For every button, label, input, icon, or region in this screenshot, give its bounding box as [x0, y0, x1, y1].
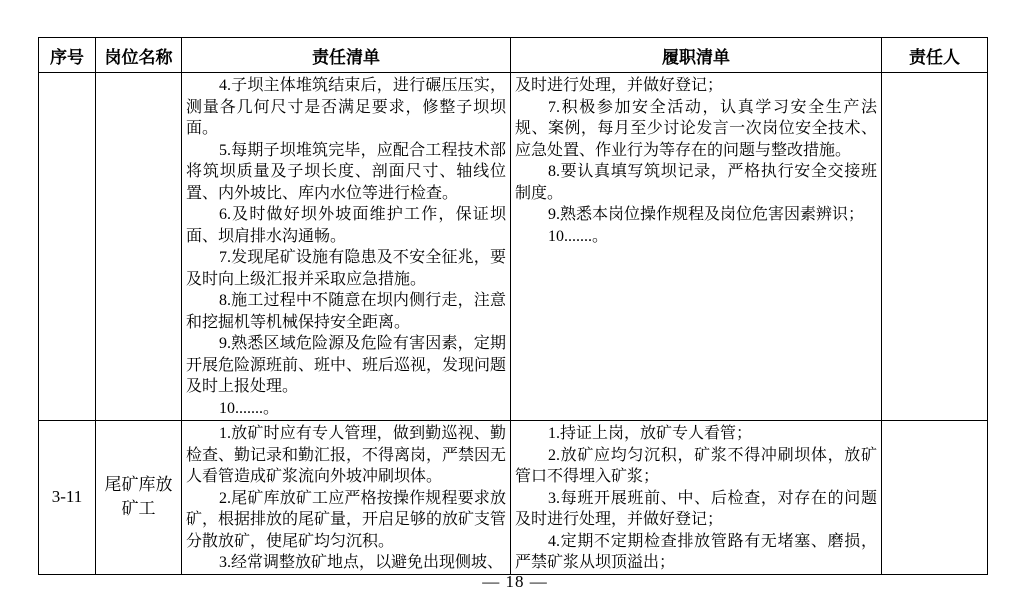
paragraph: 9.熟悉区域危险源及危险有害因素，定期开展危险源班前、班中、班后巡视，发现问题及时上报处理。 [186, 335, 507, 395]
header-person: 责任人 [882, 38, 988, 73]
responsibility-cell [182, 421, 511, 575]
responsibility-table [38, 37, 988, 575]
person-cell [882, 73, 988, 421]
header-position: 岗位名称 [96, 38, 182, 73]
header-responsibility-list: 责任清单 [182, 38, 511, 73]
paragraph: 2.放矿应均匀沉积，矿浆不得冲刷坝体，放矿管口不得埋入矿浆； [515, 446, 877, 485]
table-body [39, 73, 988, 575]
position-cell [96, 73, 182, 421]
seq-cell: 3-11 [39, 421, 96, 575]
paragraph: 7.积极参加安全活动，认真学习安全生产法规、案例，每月至少讨论发言一次岗位安全技术、应急处置、作业行为等存在的问题与整改措施。 [515, 98, 877, 159]
table-row [39, 73, 988, 421]
table-row [39, 421, 988, 575]
paragraph: 6.及时做好坝外坡面维护工作，保证坝面、坝肩排水沟通畅。 [186, 206, 506, 245]
paragraph: 及时进行处理，并做好登记； [515, 77, 724, 94]
paragraph: 3.每班开展班前、中、后检查，对存在的问题及时进行处理，并做好登记； [515, 489, 877, 528]
header-duty-list: 履职清单 [511, 38, 882, 73]
position-name: 尾矿库放矿工 [104, 475, 173, 519]
duty-cell [511, 421, 882, 575]
paragraph: 5.每期子坝堆筑完毕，应配合工程技术部将筑坝质量及子坝长度、剖面尺寸、轴线位置、内外坡比、库内水位等进行检查。 [186, 141, 506, 202]
paragraph: 8.施工过程中不随意在坝内侧行走，注意和挖掘机等机械保持安全距离。 [186, 292, 506, 331]
header-seq: 序号 [39, 38, 96, 73]
seq-cell [39, 73, 96, 421]
paragraph: 2.尾矿库放矿工应严格按操作规程要求放矿，根据排放的尾矿量，开启足够的放矿支管分散放矿，使尾矿均匀沉积。 [186, 489, 507, 550]
responsibility-cell [182, 73, 511, 421]
paragraph: 10.......。 [548, 227, 609, 245]
paragraph: 3.经常调整放矿地点，以避免出现侧坡、 [219, 554, 504, 571]
position-cell [96, 421, 182, 575]
table-header-row [39, 38, 988, 73]
paragraph: 9.熟悉本岗位操作规程及岗位危害因素辨识； [548, 206, 865, 223]
paragraph: 10.......。 [219, 399, 280, 417]
paragraph: 4.定期不定期检查排放管路有无堵塞、磨损，严禁矿浆从坝顶溢出； [515, 532, 877, 571]
paragraph: 1.放矿时应有专人管理，做到勤巡视、勤检查、勤记录和勤汇报，不得离岗，严禁因无人看管造成矿浆流向外坡冲刷坝体。 [186, 425, 507, 485]
duty-cell [511, 73, 882, 421]
paragraph: 7.发现尾矿设施有隐患及不安全征兆，要及时向上级汇报并采取应急措施。 [186, 249, 506, 288]
paragraph: 1.持证上岗，放矿专人看管； [548, 425, 753, 442]
person-cell [882, 421, 988, 575]
paragraph: 8.要认真填写筑坝记录，严格执行安全交接班制度。 [515, 163, 877, 202]
paragraph: 4.子坝主体堆筑结束后，进行碾压压实，测量各几何尺寸是否满足要求，修整子坝坝面。 [186, 77, 506, 137]
page-number: — 18 — [482, 572, 548, 591]
